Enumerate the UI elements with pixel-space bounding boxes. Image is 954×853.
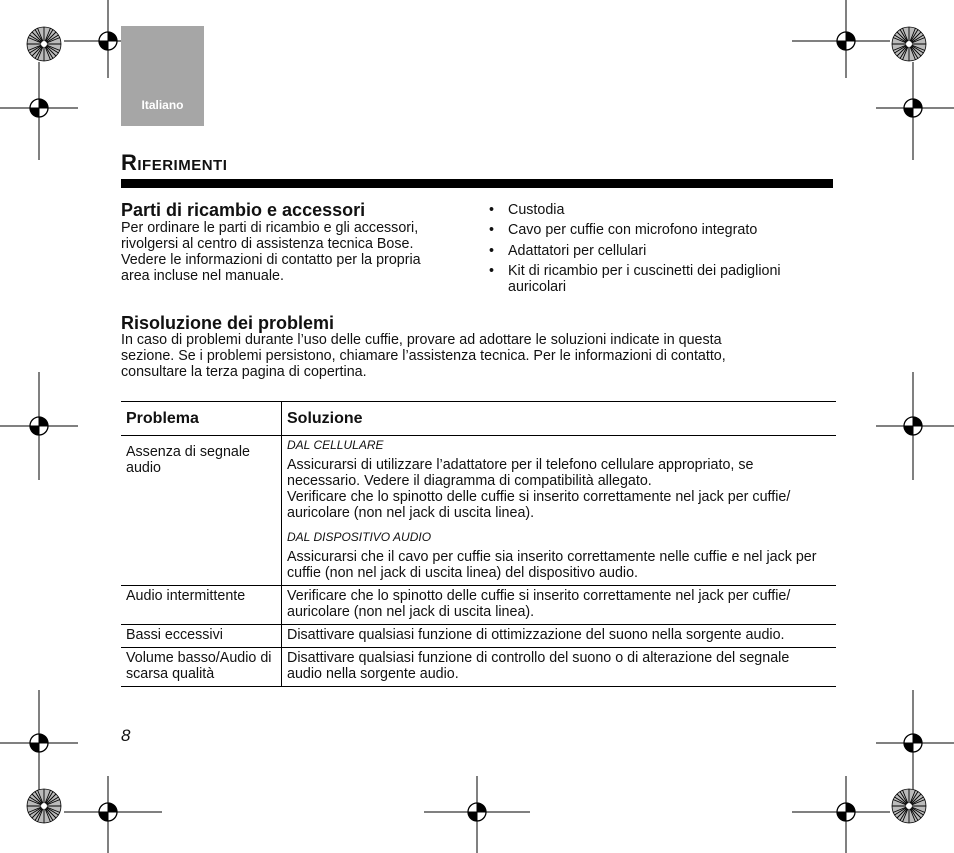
language-tab-label: Italiano	[141, 98, 184, 112]
table-row	[121, 436, 836, 586]
problem-cell: Volume basso/Audio di scarsa qualità	[121, 648, 282, 687]
troubleshooting-line: In caso di problemi durante l’uso delle cuffie, provare ad adottare le soluzioni indicate in questa	[121, 332, 722, 348]
solution-text: Verificare che lo spinotto delle cuffie si inserito correttamente nel jack per cuffie/ auricolare (non nel jack di uscita linea).	[287, 489, 791, 521]
solution-cell	[282, 436, 837, 586]
spare-parts-heading: Parti di ricambio e accessori	[121, 200, 366, 220]
list-item: • Custodia	[487, 202, 832, 218]
troubleshooting-line: sezione. Se i problemi persistono, chiamare l’assistenza tecnica. Per le informazioni di contatto,	[121, 348, 726, 364]
troubleshooting-line: consultare la terza pagina di copertina.	[121, 364, 367, 380]
page-title: Riferimenti	[121, 150, 228, 175]
list-item: • Kit di ricambio per i cuscinetti dei padiglioni auricolari	[487, 263, 832, 295]
problem-cell: Bassi eccessivi	[121, 625, 282, 648]
troubleshooting-table	[121, 401, 836, 687]
list-item: • Adattatori per cellulari	[487, 243, 832, 259]
spacer	[287, 521, 828, 530]
column-header-solution: Soluzione	[282, 402, 837, 436]
solution-cell: Disattivare qualsiasi funzione di ottimizzazione del suono nella sorgente audio.	[282, 625, 837, 648]
table-header-row	[121, 402, 836, 436]
subheading: DAL DISPOSITIVO AUDIO	[287, 530, 432, 544]
solution-cell: Verificare che lo spinotto delle cuffie si inserito correttamente nel jack per cuffie/ auricolare (non nel jack di uscita linea).	[282, 586, 837, 625]
column-header-problem: Problema	[121, 402, 282, 436]
solution-text: Assicurarsi che il cavo per cuffie sia inserito correttamente nelle cuffie e nel jack per cuffie (non nel jack di uscita linea) del dispositivo audio.	[287, 549, 817, 581]
list-item: • Cavo per cuffie con microfono integrato	[487, 222, 832, 238]
language-tab	[121, 26, 204, 126]
table-row	[121, 648, 836, 687]
spare-parts-line: Per ordinare le parti di ricambio e gli accessori,	[121, 220, 419, 236]
troubleshooting-heading: Risoluzione dei problemi	[121, 313, 335, 333]
accessories-list	[487, 202, 832, 300]
table-row	[121, 625, 836, 648]
problem-cell: Audio intermittente	[121, 586, 282, 625]
solution-text: Assicurarsi di utilizzare l’adattatore per il telefono cellulare appropriato, se necessario. Vedere il diagramma di compatibilità allegato.	[287, 457, 754, 489]
page-number: 8	[121, 726, 131, 745]
spare-parts-line: area incluse nel manuale.	[121, 268, 284, 284]
title-rule	[121, 179, 833, 188]
subheading: DAL CELLULARE	[287, 438, 384, 452]
spare-parts-line: rivolgersi al centro di assistenza tecnica Bose.	[121, 236, 414, 252]
table-row	[121, 586, 836, 625]
problem-cell: Assenza di segnale audio	[121, 436, 282, 586]
solution-cell: Disattivare qualsiasi funzione di controllo del suono o di alterazione del segnale audio nella sorgente audio.	[282, 648, 837, 687]
troubleshooting-text	[121, 332, 833, 380]
spare-parts-text	[121, 220, 466, 284]
spare-parts-line: Vedere le informazioni di contatto per la propria	[121, 252, 421, 268]
